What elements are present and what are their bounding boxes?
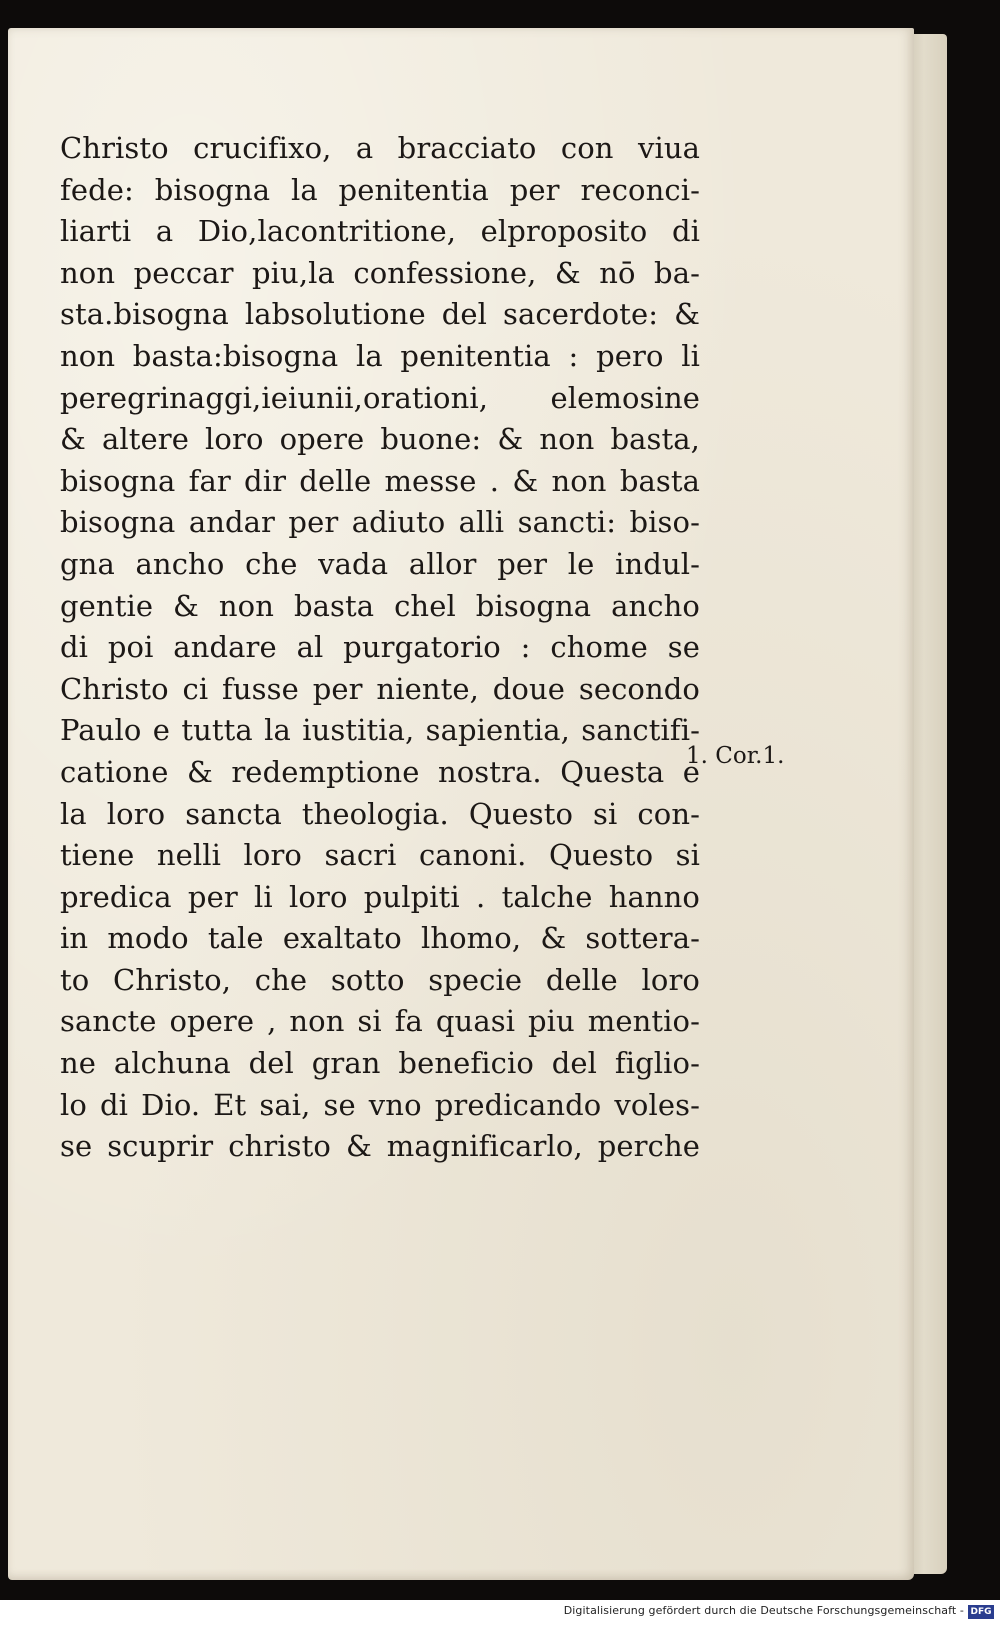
text-line: & altere loro opere buone: & non basta, [60,422,700,457]
main-text-block [60,128,700,1168]
text-line: sancte opere , non si fa quasi piu mentio- [60,1004,700,1039]
text-line: tiene nelli loro sacri canoni. Questo si [60,838,700,873]
text-line: in modo tale exaltato lhomo, & sottera- [60,921,700,956]
book-page [8,28,914,1580]
text-line: Christo crucifixo, a bracciato con viua [60,131,700,165]
text-line: bisogna far dir delle messe . & non basta [60,463,700,498]
text-line: to Christo, che sotto specie delle loro [60,962,700,997]
text-line: predica per li loro pulpiti . talche hanno [60,879,700,914]
text-line: gna ancho che vada allor per le indul- [60,546,700,581]
text-line: lo di Dio. Et sai, se vno predicando voles- [60,1087,700,1122]
text-line: non basta:bisogna la penitentia : pero li [60,338,700,373]
text-line: catione & redemptione nostra. Questa e [60,754,700,789]
funding-credit: Digitalisierung gefördert durch die Deutsche Forschungsgemeinschaft - [563,1604,964,1617]
footer-bar [0,1600,1000,1625]
text-line: fede: bisogna la penitentia per reconci- [60,172,700,207]
text-line: Christo ci fusse per niente, doue secondo [60,671,700,706]
text-line: Paulo e tutta la iustitia, sapientia, sanctifi- [60,713,700,748]
text-line: liarti a Dio,lacontritione, elproposito di [60,214,700,249]
dfg-logo-icon: DFG [968,1605,994,1619]
text-line: bisogna andar per adiuto alli sancti: biso- [60,505,700,540]
text-line: non peccar piu,la confessione, & nō ba- [60,255,700,290]
text-line: sta.bisogna labsolutione del sacerdote: & [60,297,700,332]
text-line: di poi andare al purgatorio : chome se [60,630,700,665]
text-line: peregrinaggi,ieiunii,orationi, elemosine [60,380,700,415]
text-line: la loro sancta theologia. Questo si con- [60,796,700,831]
margin-note: 1. Cor.1. [686,743,785,769]
text-line: gentie & non basta chel bisogna ancho [60,588,700,623]
text-line: se scuprir christo & magnificarlo, perche [60,1129,700,1164]
text-line: ne alchuna del gran beneficio del figlio- [60,1046,700,1081]
